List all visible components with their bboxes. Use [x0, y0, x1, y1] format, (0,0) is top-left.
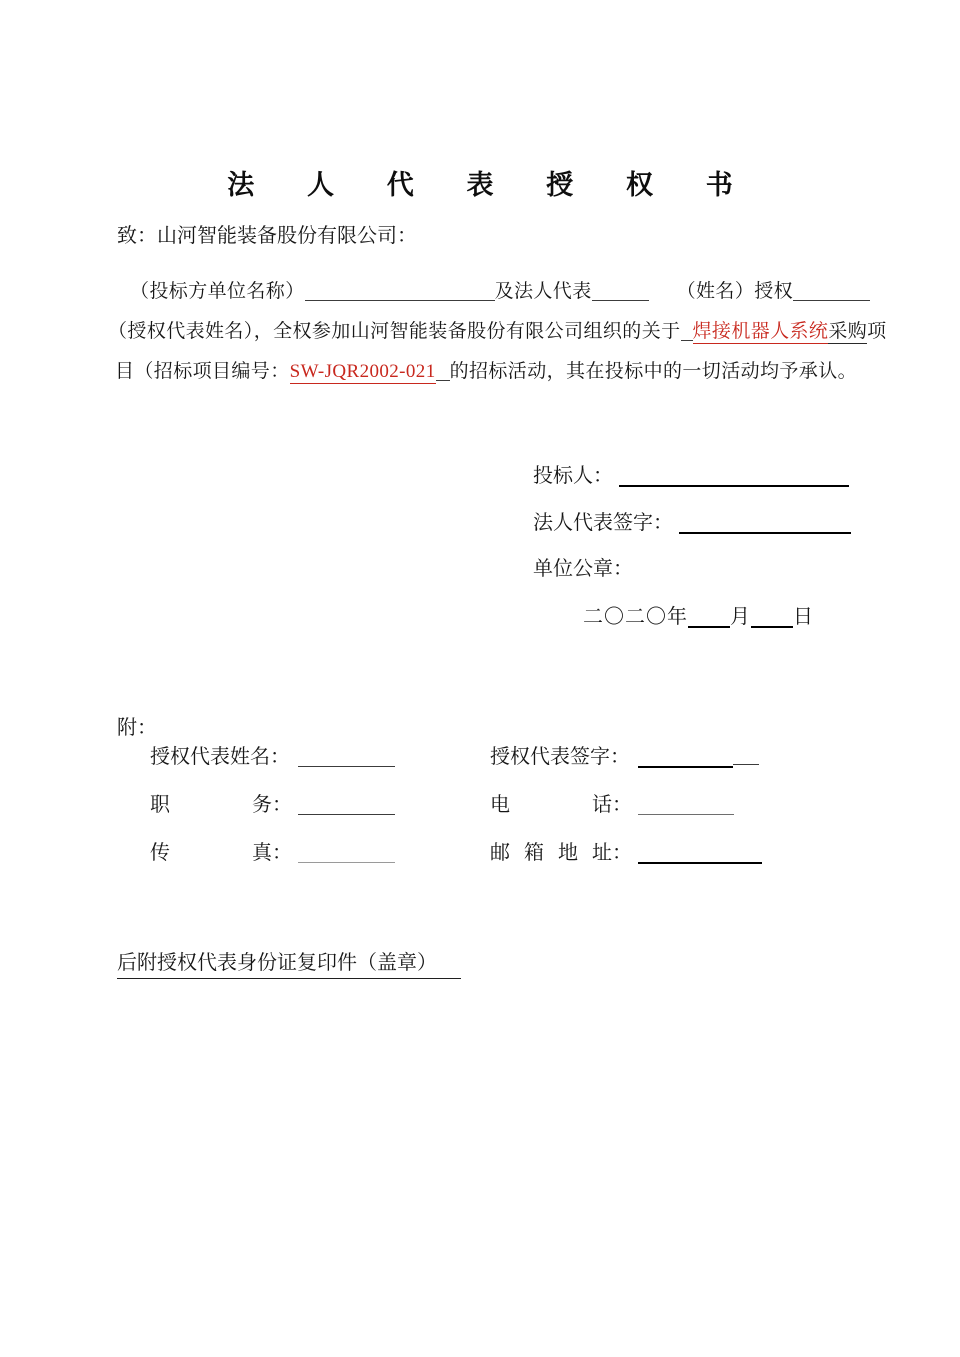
paragraph-line-2-tail: 项: [867, 321, 887, 342]
legal-rep-sign-label: 法人代表签字：: [533, 512, 673, 534]
fax-label: 传 真：: [150, 842, 292, 864]
blank-authorized-rep-name: [298, 766, 395, 767]
position-label: 职 务：: [150, 794, 292, 816]
document-title: 法 人 代 表 授 权 书: [227, 170, 756, 200]
blank-bidder-unit-name: [305, 300, 495, 301]
paragraph-line-3: [115, 356, 857, 383]
paragraph-line-1: [130, 276, 870, 303]
legal-rep-signature-row: [533, 506, 851, 535]
attachment-row-phone: [490, 788, 734, 817]
attachment-heading: 附：: [117, 717, 157, 739]
blank-phone: [638, 814, 734, 815]
authorized-rep-name-label: 授权代表姓名：: [150, 746, 290, 768]
date-line: [583, 600, 814, 629]
name-authorize-label: （姓名）授权: [676, 281, 794, 302]
paragraph-line-3-tail: 的招标活动，其在投标中的一切活动均予承认。: [449, 361, 858, 382]
paragraph-line-2-text: （授权代表姓名），全权参加山河智能装备股份有限公司组织的关于: [108, 321, 681, 342]
blank-authorized-rep-signature: [638, 766, 733, 768]
blank-lead-space: [681, 340, 693, 341]
authorized-rep-sign-label: 授权代表签字：: [490, 746, 630, 768]
phone-label: 电 话：: [490, 794, 632, 816]
blank-trail-space: [436, 380, 450, 381]
email-address-label: 邮 箱 地 址：: [490, 842, 632, 864]
blank-legal-rep-signature: [679, 532, 851, 534]
bidder-signature-row: [533, 459, 849, 488]
procurement-underlined: 采购: [828, 321, 868, 342]
blank-legal-rep-name: [592, 300, 649, 301]
project-number-highlight: SW-JQR2002-021: [289, 361, 436, 382]
bidder-label: 投标人：: [533, 465, 613, 487]
blank-authorized-person: [793, 300, 870, 301]
footer-note: 后附授权代表身份证复印件（盖章）: [117, 946, 461, 979]
bidder-unit-name-label: （投标方单位名称）: [130, 281, 305, 302]
blank-month: [688, 626, 730, 628]
blank-email-address: [638, 862, 762, 864]
attachment-row-name-left: [150, 740, 395, 769]
date-day-text: 日: [793, 606, 814, 628]
blank-position: [298, 814, 395, 815]
company-seal-row: [533, 552, 633, 581]
blank-authorized-rep-signature-end: [733, 764, 759, 765]
date-year-text: 二〇二〇年: [583, 606, 688, 628]
blank-day: [751, 626, 793, 628]
legal-rep-label: 及法人代表: [494, 281, 592, 302]
blank-fax: [298, 862, 395, 863]
project-number-label: 目（招标项目编号：: [115, 361, 290, 382]
attachment-row-fax: [150, 836, 395, 865]
date-month-text: 月: [730, 606, 751, 628]
salutation-line: 致：山河智能装备股份有限公司：: [117, 225, 417, 247]
attachment-row-email: [490, 836, 762, 865]
attachment-row-position: [150, 788, 395, 817]
blank-bidder-signature: [619, 485, 849, 487]
paragraph-line-2: [108, 316, 887, 343]
project-name-highlight: 焊接机器人系统: [692, 321, 829, 342]
attachment-row-sign-right: [490, 740, 759, 769]
company-seal-label: 单位公章：: [533, 558, 633, 580]
